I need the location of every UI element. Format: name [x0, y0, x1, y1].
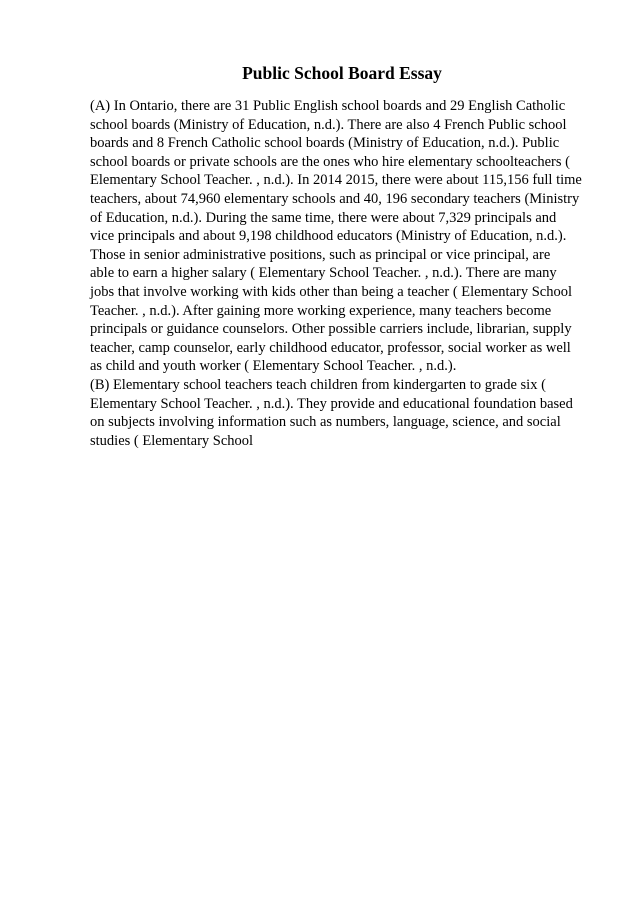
text-line: principals or guidance counselors. Other possible carriers include, librarian, supply	[90, 321, 572, 338]
text-line: Those in senior administrative positions, such as principal or vice principal, are	[90, 246, 551, 263]
text-line: teacher, camp counselor, early childhood educator, professor, social worker as well	[90, 339, 571, 356]
document-title: Public School Board Essay	[242, 63, 442, 83]
text-line: as child and youth worker ( Elementary School Teacher. , n.d.).	[90, 358, 457, 375]
text-line: Teacher. , n.d.). After gaining more working experience, many teachers become	[90, 302, 552, 319]
text-line: studies ( Elementary School	[90, 432, 254, 449]
text-line: Elementary School Teacher. , n.d.). They provide and educational foundation based	[90, 395, 573, 412]
text-line: on subjects involving information such as numbers, language, science, and social	[90, 414, 561, 431]
text-line: teachers, about 74,960 elementary schools and 40, 196 secondary teachers (Ministry	[90, 190, 580, 207]
text-line: jobs that involve working with kids other than being a teacher ( Elementary School	[90, 283, 573, 300]
text-line: able to earn a higher salary ( Elementary School Teacher. , n.d.). There are many	[90, 265, 557, 282]
text-line: vice principals and about 9,198 childhood educators (Ministry of Education, n.d.).	[90, 228, 567, 245]
text-line: of Education, n.d.). During the same time, there were about 7,329 principals and	[90, 209, 557, 226]
text-line: school boards or private schools are the ones who hire elementary schoolteachers (	[90, 153, 570, 170]
text-line: boards and 8 French Catholic school boards (Ministry of Education, n.d.). Public	[90, 135, 560, 152]
text-line: (A) In Ontario, there are 31 Public English school boards and 29 English Catholic	[90, 98, 566, 114]
text-line: Elementary School Teacher. , n.d.). In 2014 2015, there were about 115,156 full time	[90, 172, 582, 189]
text-line: school boards (Ministry of Education, n.d.). There are also 4 French Public school	[90, 116, 567, 133]
essay-body	[90, 97, 620, 450]
text-line: (B) Elementary school teachers teach children from kindergarten to grade six (	[90, 376, 546, 393]
